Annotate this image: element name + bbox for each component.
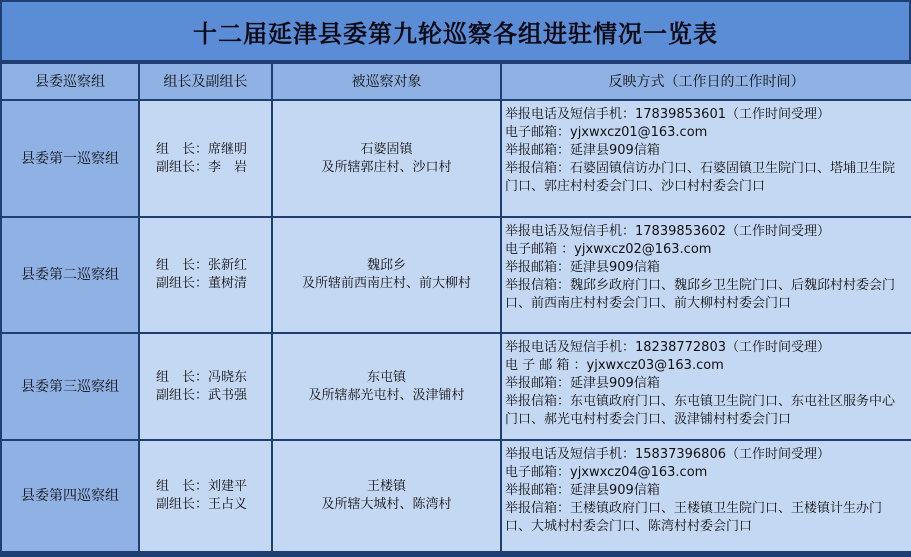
- contact-phone: 举报电话及短信手机：15837396806（工作时间受理）: [505, 447, 830, 462]
- target-main: 王楼镇: [366, 479, 406, 494]
- leaders-cell: [139, 100, 272, 217]
- contact-email: 电 子 邮 箱 ：yjxwxcz03@163.com: [505, 358, 724, 373]
- leader-name: 组 长：刘建平: [156, 479, 248, 494]
- header-row: [1, 63, 911, 100]
- leader-name: 组 长：席继明: [156, 141, 248, 157]
- table-row: [1, 333, 911, 440]
- target-sub: 及所辖前西南庄村、前大柳村: [301, 276, 471, 291]
- contact-phone: 举报电话及短信手机：17839853601（工作时间受理）: [505, 107, 830, 122]
- target-cell: [272, 217, 501, 333]
- header-target: 被巡察对象: [272, 63, 501, 100]
- contact-email: 电子邮箱 ：yjxwxcz02@163.com: [505, 242, 712, 257]
- group-name: 县委第二巡察组: [1, 217, 139, 333]
- contact-mailbox: 举报邮箱：延津县909信箱: [505, 483, 660, 498]
- page-title: 十二届延津县委第九轮巡察各组进驻情况一览表: [2, 2, 909, 60]
- target-main: 东屯镇: [366, 369, 406, 385]
- header-contact: 反映方式（工作日的工作时间）: [501, 63, 911, 100]
- contact-mailbox: 举报邮箱：延津县909信箱: [505, 376, 660, 391]
- table-row: [1, 440, 911, 552]
- target-sub: 及所辖大城村、陈湾村: [321, 497, 452, 512]
- contact-cell: [501, 440, 911, 552]
- table-row: [1, 217, 911, 333]
- contact-phone: 举报电话及短信手机：17839853602（工作时间受理）: [505, 224, 830, 239]
- deputy-name: 副组长：董树清: [156, 276, 248, 291]
- contact-mailbox: 举报邮箱：延津县909信箱: [505, 143, 660, 158]
- leaders-cell: [139, 440, 272, 552]
- header-leaders: 组长及副组长: [139, 63, 272, 100]
- target-cell: [272, 333, 501, 440]
- target-sub: 及所辖郝光屯村、汲津铺村: [308, 387, 465, 403]
- contact-cell: [501, 333, 911, 440]
- target-main: 石婆固镇: [360, 141, 413, 157]
- contact-email: 电子邮箱：yjxwxcz04@163.com: [505, 465, 708, 480]
- table-row: [1, 100, 911, 217]
- group-name: 县委第三巡察组: [1, 333, 139, 440]
- target-cell: [272, 440, 501, 552]
- contact-boxes: 举报信箱：石婆固镇信访办门口、石婆固镇卫生院门口、塔埔卫生院门口、郭庄村村委会门口、沙口村村委会门口: [505, 161, 896, 194]
- contact-email: 电子邮箱：yjxwxcz01@163.com: [505, 125, 708, 140]
- deputy-name: 副组长：王占义: [156, 497, 248, 512]
- contact-boxes: 举报信箱：魏邱乡政府门口、魏邱乡卫生院门口、后魏邱村村委会门口、前西南庄村村委会门口、前大柳村村委会门口: [505, 278, 896, 311]
- contact-cell: [501, 217, 911, 333]
- target-sub: 及所辖郭庄村、沙口村: [321, 159, 452, 175]
- contact-mailbox: 举报邮箱：延津县909信箱: [505, 260, 660, 275]
- group-name: 县委第一巡察组: [1, 100, 139, 217]
- leaders-cell: [139, 333, 272, 440]
- leaders-cell: [139, 217, 272, 333]
- leader-name: 组 长：张新红: [156, 258, 248, 273]
- target-cell: [272, 100, 501, 217]
- contact-cell: [501, 100, 911, 217]
- leader-name: 组 长：冯晓东: [156, 369, 248, 385]
- header-group: 县委巡察组: [1, 63, 139, 100]
- contact-boxes: 举报信箱：东屯镇政府门口、东屯镇卫生院门口、东屯社区服务中心门口、郝光屯村村委会门口、汲津铺村村委会门口: [505, 394, 896, 427]
- inspection-table: [0, 62, 911, 553]
- deputy-name: 副组长：李 岩: [156, 159, 248, 175]
- contact-phone: 举报电话及短信手机：18238772803（工作时间受理）: [505, 340, 830, 355]
- target-main: 魏邱乡: [366, 258, 406, 273]
- contact-boxes: 举报信箱：王楼镇政府门口、王楼镇卫生院门口、王楼镇计生办门口、大城村村委会门口、陈湾村村委会门口: [505, 501, 883, 534]
- deputy-name: 副组长：武书强: [156, 387, 248, 403]
- group-name: 县委第四巡察组: [1, 440, 139, 552]
